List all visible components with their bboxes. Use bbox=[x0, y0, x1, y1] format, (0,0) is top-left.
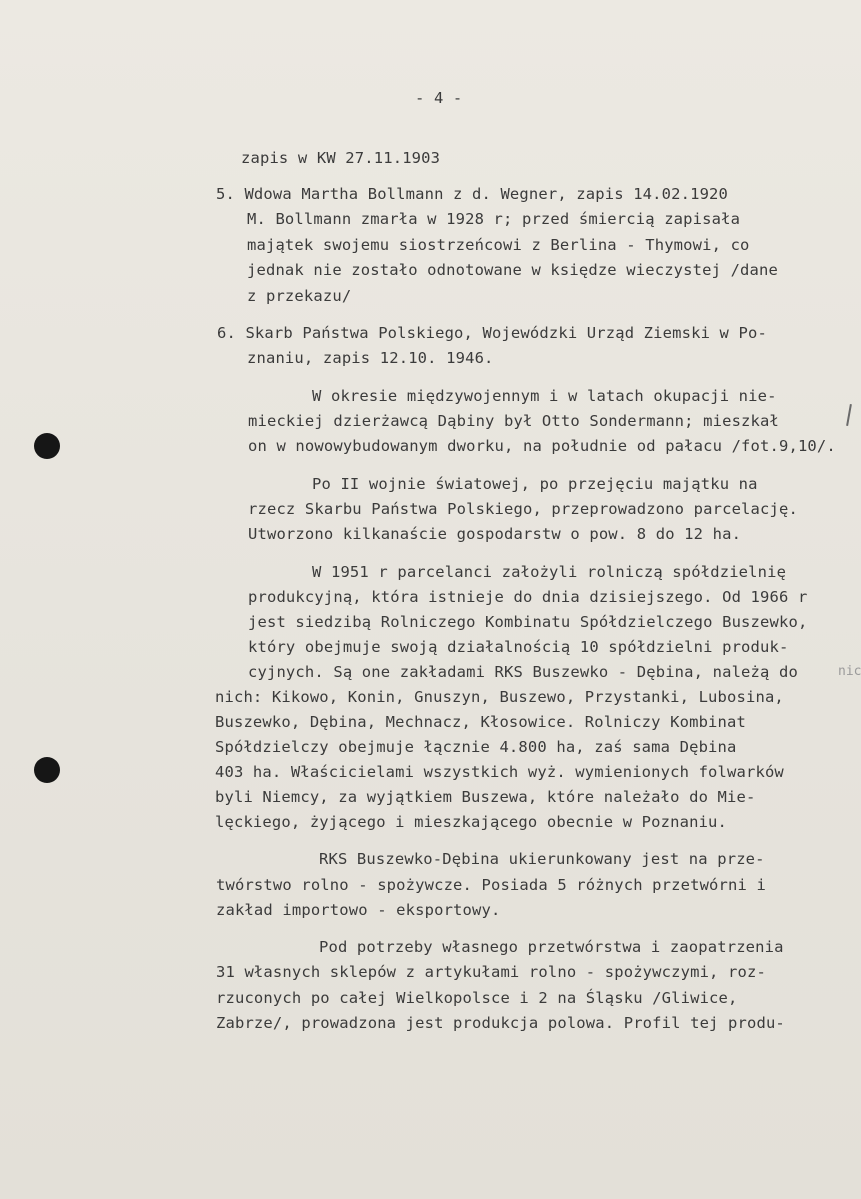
text-line: znaniu, zapis 12.10. 1946. bbox=[247, 349, 494, 367]
text-line: twórstwo rolno - spożywcze. Posiada 5 różnych przetwórni i bbox=[216, 876, 766, 894]
text-line: mieckiej dzierżawcą Dąbiny był Otto Sondermann; mieszkał bbox=[248, 412, 779, 430]
text-line: on w nowowybudowanym dworku, na południe od pałacu /fot.9,10/. bbox=[248, 437, 836, 455]
page-number: - 4 - bbox=[415, 89, 463, 107]
text-line: W okresie międzywojennym i w latach okupacji nie- bbox=[312, 387, 777, 405]
text-line: Zabrze/, prowadzona jest produkcja polowa. Profil tej produ- bbox=[216, 1014, 785, 1032]
text-line: Spółdzielczy obejmuje łącznie 4.800 ha, zaś sama Dębina bbox=[215, 738, 737, 756]
text-line: majątek swojemu siostrzeńcowi z Berlina - Thymowi, co bbox=[247, 236, 750, 254]
text-line: Utworzono kilkanaście gospodarstw o pow. 8 do 12 ha. bbox=[248, 525, 742, 543]
text-line: zakład importowo - eksportowy. bbox=[216, 901, 501, 919]
text-line: W 1951 r parcelanci założyli rolniczą spółdzielnię bbox=[312, 563, 787, 581]
text-line: z przekazu/ bbox=[247, 287, 352, 305]
text-line: Po II wojnie światowej, po przejęciu majątku na bbox=[312, 475, 758, 493]
text-line: rzuconych po całej Wielkopolsce i 2 na Śląsku /Gliwice, bbox=[216, 989, 738, 1007]
text-line: 403 ha. Właścicielami wszystkich wyż. wymienionych folwarków bbox=[215, 763, 784, 781]
text-line: M. Bollmann zmarła w 1928 r; przed śmiercią zapisała bbox=[247, 210, 741, 228]
text-line: 31 własnych sklepów z artykułami rolno - spożywczymi, roz- bbox=[216, 963, 766, 981]
text-line: 5. Wdowa Martha Bollmann z d. Wegner, zapis 14.02.1920 bbox=[216, 185, 729, 203]
text-line: który obejmuje swoją działalnością 10 spółdzielni produk- bbox=[248, 638, 789, 656]
text-line: RKS Buszewko-Dębina ukierunkowany jest na prze- bbox=[319, 850, 765, 868]
text-line: nich: Kikowo, Konin, Gnuszyn, Buszewo, Przystanki, Lubosina, bbox=[215, 688, 784, 706]
punch-hole bbox=[34, 433, 60, 459]
text-line: produkcyjną, która istnieje do dnia dzisiejszego. Od 1966 r bbox=[248, 588, 808, 606]
punch-hole bbox=[34, 757, 60, 783]
text-line: lęckiego, żyjącego i mieszkającego obecnie w Poznaniu. bbox=[215, 813, 728, 831]
text-line: jednak nie zostało odnotowane w księdze wieczystej /dane bbox=[247, 261, 778, 279]
text-line: rzecz Skarbu Państwa Polskiego, przeprowadzono parcelację. bbox=[248, 500, 798, 518]
margin-tick-mark bbox=[846, 404, 852, 426]
text-line: zapis w KW 27.11.1903 bbox=[241, 149, 441, 167]
text-line: 6. Skarb Państwa Polskiego, Wojewódzki Urząd Ziemski w Po- bbox=[217, 324, 767, 342]
text-line: Buszewko, Dębina, Mechnacz, Kłosowice. Rolniczy Kombinat bbox=[215, 713, 746, 731]
text-line: cyjnych. Są one zakładami RKS Buszewko - Dębina, należą do bbox=[248, 663, 798, 681]
margin-note: nic bbox=[838, 664, 861, 679]
text-line: byli Niemcy, za wyjątkiem Buszewa, które należało do Mie- bbox=[215, 788, 756, 806]
text-line: jest siedzibą Rolniczego Kombinatu Spółdzielczego Buszewko, bbox=[248, 613, 808, 631]
text-line: Pod potrzeby własnego przetwórstwa i zaopatrzenia bbox=[319, 938, 784, 956]
